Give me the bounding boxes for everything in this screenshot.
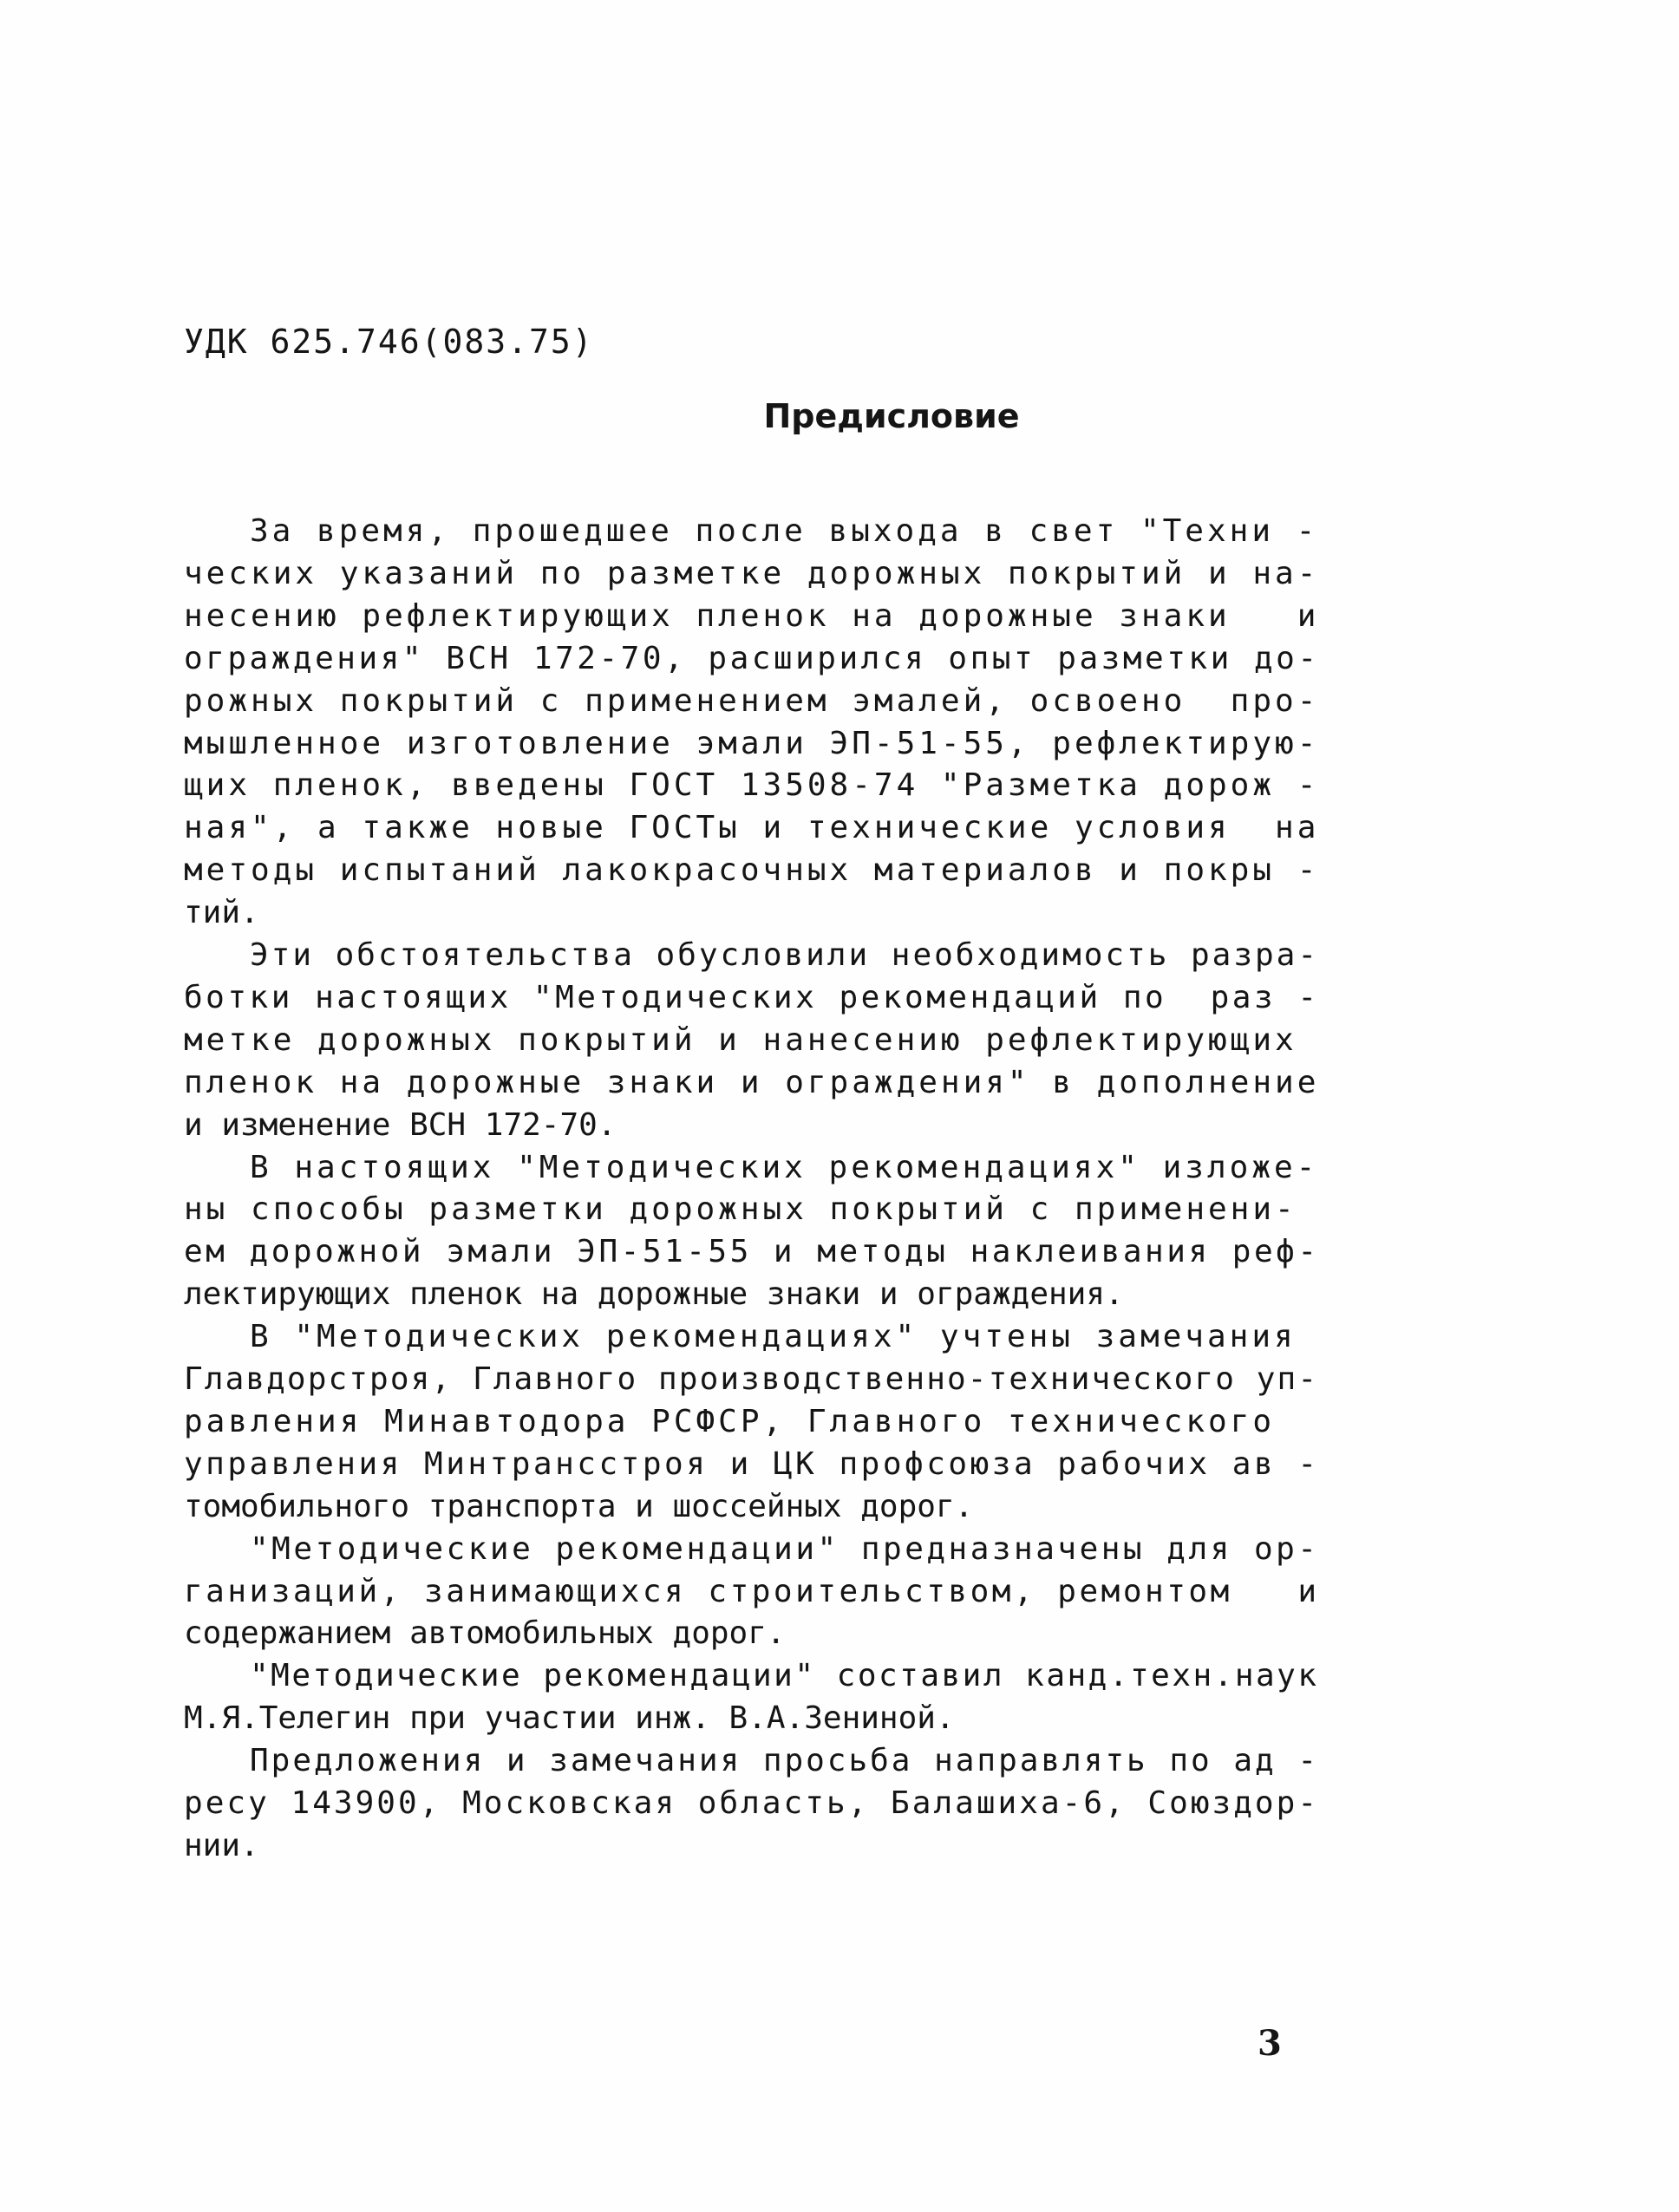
text-line: ганизаций, занимающихся строительством, ремонтом и [184, 1573, 1320, 1609]
text-line: Главдорстроя, Главного производственно-технического уп- [184, 1361, 1319, 1397]
text-line: рожных покрытий с применением эмалей, освоено про- [184, 682, 1320, 719]
text-line: За время, прошедшее после выхода в свет "Техни - [250, 513, 1319, 549]
text-line: "Методические рекомендации" предназначены для ор- [250, 1530, 1320, 1567]
text-line: ны способы разметки дорожных покрытий с применени- [184, 1191, 1297, 1228]
text-line: управления Минтрансстроя и ЦК профсоюза рабочих ав - [184, 1445, 1320, 1482]
text-line: Эти обстоятельства обусловили необходимость разра- [250, 937, 1319, 973]
text-line: щих пленок, введены ГОСТ 13508-74 "Разметка дорож - [184, 767, 1320, 804]
text-line: и изменение ВСН 172-70. [184, 1106, 617, 1143]
text-line: пленок на дорожные знаки и ограждения" в дополнение [184, 1064, 1320, 1100]
text-line: лектирующих пленок на дорожные знаки и ограждения. [184, 1276, 1124, 1313]
text-line: тий. [184, 895, 259, 931]
text-line: равления Минавтодора РСФСР, Главного технического [184, 1403, 1276, 1439]
text-line: Предложения и замечания просьба направлять по ад - [250, 1743, 1319, 1779]
page-title: Предисловие [763, 397, 1020, 435]
page-number: 3 [1258, 2023, 1282, 2064]
text-line: В "Методических рекомендациях" учтены замечания [250, 1319, 1297, 1355]
text-line: метке дорожных покрытий и нанесению рефлектирующих [184, 1021, 1297, 1058]
text-line: содержанием автомобильных дорог. [184, 1615, 786, 1652]
text-line: мышленное изготовление эмали ЭП-51-55, рефлектирую- [184, 725, 1320, 761]
text-line: ем дорожной эмали ЭП-51-55 и методы наклеивания реф- [184, 1234, 1320, 1270]
text-line: ограждения" ВСН 172-70, расширился опыт разметки до- [184, 640, 1320, 676]
text-line: В настоящих "Методических рекомендациях" изложе- [250, 1149, 1319, 1185]
text-line: ресу 143900, Московская область, Балашиха-6, Союздор- [184, 1785, 1320, 1821]
text-line: ная", а также новые ГОСТы и технические условия на [184, 810, 1320, 846]
text-line: методы испытаний лакокрасочных материалов и покры - [184, 852, 1320, 889]
text-line: несению рефлектирующих пленок на дорожные знаки и [184, 597, 1320, 634]
text-line: нии. [184, 1827, 259, 1863]
text-line: томобильного транспорта и шоссейных дорог. [184, 1488, 974, 1524]
text-line: М.Я.Телегин при участии инж. В.А.Зениной. [184, 1700, 955, 1737]
text-line: "Методические рекомендации" составил канд.техн.наук [250, 1658, 1319, 1694]
text-line: ческих указаний по разметке дорожных покрытий и на- [184, 555, 1320, 591]
udc-code: УДК 625.746(083.75) [184, 323, 594, 361]
text-line: ботки настоящих "Методических рекомендаций по раз - [184, 979, 1320, 1015]
